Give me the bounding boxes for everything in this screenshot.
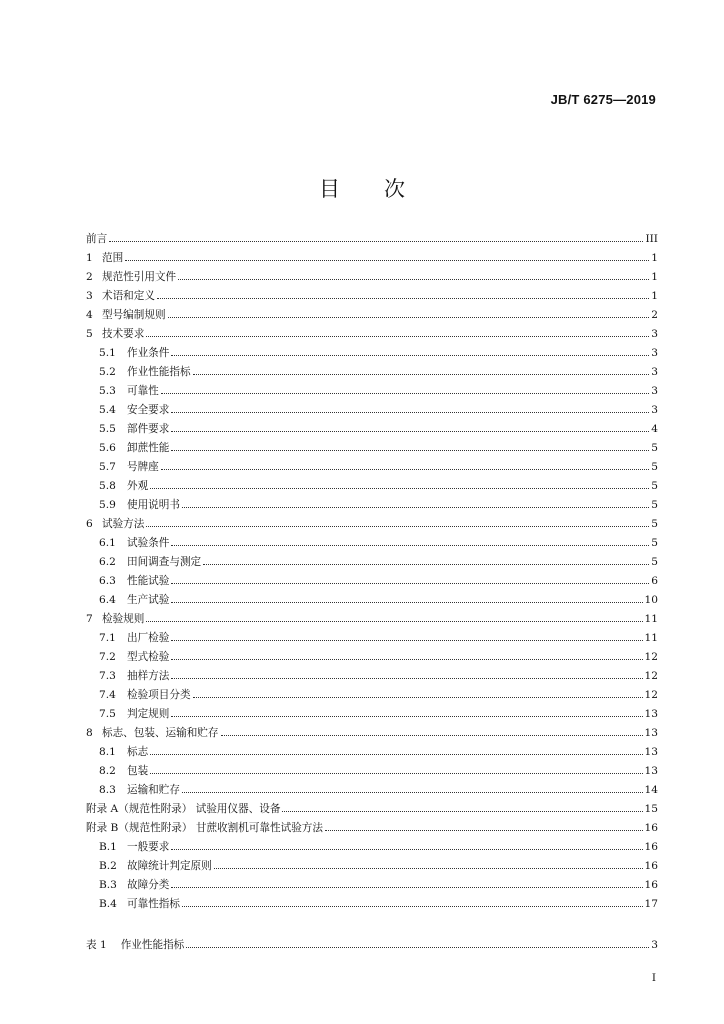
entry-title: 判定规则 — [127, 708, 170, 720]
toc-entry[interactable] — [86, 230, 658, 249]
entry-page: 16 — [644, 879, 658, 891]
toc-entry[interactable] — [86, 420, 658, 439]
entry-page: 5 — [651, 442, 658, 454]
entry-number: 8.3 — [99, 784, 116, 796]
entry-title: 作业性能指标 — [127, 366, 191, 378]
entry-page: 5 — [651, 499, 658, 511]
toc-entry[interactable] — [86, 610, 658, 629]
entry-title: 型号编制规则 — [102, 309, 166, 321]
entry-number: 8 — [86, 727, 93, 739]
dot-leader — [182, 506, 649, 508]
dot-leader — [182, 791, 643, 793]
entry-number: 6.4 — [99, 594, 116, 606]
entry-page: 5 — [651, 537, 658, 549]
entry-page: III — [645, 233, 658, 245]
entry-page: 4 — [651, 423, 658, 435]
entry-title: 生产试验 — [127, 594, 170, 606]
toc-entry[interactable] — [86, 667, 658, 686]
dot-leader — [150, 487, 649, 489]
entry-number: 表 1 — [86, 939, 107, 951]
dot-leader — [171, 715, 642, 717]
toc-title-part-1: 目 — [319, 177, 340, 201]
entry-number: 4 — [86, 309, 93, 321]
toc-entry[interactable] — [86, 553, 658, 572]
entry-number: 5.5 — [99, 423, 116, 435]
toc-entry[interactable] — [86, 591, 658, 610]
dot-leader — [146, 335, 649, 337]
toc-entry[interactable] — [86, 724, 658, 743]
dot-leader — [171, 886, 642, 888]
dot-leader — [203, 563, 649, 565]
entry-title: 抽样方法 — [127, 670, 170, 682]
toc-entry[interactable] — [86, 287, 658, 306]
dot-leader — [171, 639, 642, 641]
entry-page: 3 — [651, 404, 658, 416]
entry-title: 包装 — [127, 765, 149, 777]
toc-entry[interactable] — [86, 743, 658, 762]
entry-page: 3 — [651, 328, 658, 340]
toc-entry[interactable] — [86, 382, 658, 401]
dot-leader — [146, 620, 642, 622]
dot-leader — [168, 316, 650, 318]
entry-number: 5.6 — [99, 442, 116, 454]
dot-leader — [178, 278, 649, 280]
entry-title: 性能试验 — [127, 575, 170, 587]
entry-page: 1 — [651, 271, 658, 283]
toc-entry[interactable] — [86, 781, 658, 800]
dot-leader — [171, 411, 649, 413]
toc-entry[interactable] — [86, 306, 658, 325]
entry-title: 故障分类 — [127, 879, 170, 891]
entry-page: 5 — [651, 518, 658, 530]
entry-page: 3 — [651, 347, 658, 359]
toc-entry[interactable] — [86, 363, 658, 382]
dot-leader — [193, 696, 643, 698]
entry-title: 故障统计判定原则 — [127, 860, 212, 872]
entry-number: 7.5 — [99, 708, 116, 720]
toc-entry[interactable] — [86, 762, 658, 781]
toc-entry[interactable] — [86, 496, 658, 515]
entry-number: 7.3 — [99, 670, 116, 682]
toc-entry[interactable] — [86, 838, 658, 857]
entry-page: 3 — [651, 939, 658, 951]
dot-leader — [325, 829, 643, 831]
entry-page: 14 — [644, 784, 658, 796]
entry-number: 5.8 — [99, 480, 116, 492]
dot-leader — [150, 772, 642, 774]
entry-title: 使用说明书 — [127, 499, 180, 511]
entry-page: 11 — [644, 632, 658, 644]
entry-page: 3 — [651, 366, 658, 378]
entry-page: 12 — [644, 670, 658, 682]
entry-page: 6 — [651, 575, 658, 587]
entry-number: 8.1 — [99, 746, 116, 758]
entry-page: 17 — [644, 898, 658, 910]
toc-entry[interactable] — [86, 895, 658, 914]
entry-number: B.1 — [99, 841, 117, 853]
dot-leader — [171, 354, 649, 356]
document-code: JB/T 6275—2019 — [550, 92, 656, 107]
toc-entry[interactable] — [86, 686, 658, 705]
toc-entry[interactable] — [86, 325, 658, 344]
entry-title: 检验规则 — [102, 613, 145, 625]
entry-page: 11 — [644, 613, 658, 625]
entry-title: 标志、包装、运输和贮存 — [102, 727, 219, 739]
entry-title: 检验项目分类 — [127, 689, 191, 701]
entry-page: 16 — [644, 822, 658, 834]
toc-entry[interactable] — [86, 249, 658, 268]
dot-leader — [171, 430, 649, 432]
dot-leader — [282, 810, 642, 812]
toc-entry[interactable] — [86, 857, 658, 876]
dot-leader — [221, 734, 643, 736]
entry-title: 外观 — [127, 480, 149, 492]
entry-page: 13 — [644, 727, 658, 739]
toc-entry[interactable] — [86, 401, 658, 420]
dot-leader — [171, 677, 642, 679]
entry-page: 12 — [644, 689, 658, 701]
entry-number: 5.2 — [99, 366, 116, 378]
entry-number: 6 — [86, 518, 93, 530]
toc-list — [86, 230, 658, 914]
toc-entry[interactable] — [86, 876, 658, 895]
dot-leader — [146, 525, 649, 527]
entry-page: 1 — [651, 290, 658, 302]
dot-leader — [150, 753, 642, 755]
dot-leader — [171, 601, 642, 603]
entry-title: 可靠性 — [127, 385, 159, 397]
entry-page: 15 — [644, 803, 658, 815]
entry-title: 运输和贮存 — [127, 784, 180, 796]
entry-title: 出厂检验 — [127, 632, 170, 644]
toc-entry[interactable] — [86, 705, 658, 724]
dot-leader — [186, 946, 649, 948]
table-entry[interactable] — [86, 936, 658, 955]
dot-leader — [171, 544, 649, 546]
entry-title: 型式检验 — [127, 651, 170, 663]
entry-page: 10 — [644, 594, 658, 606]
dot-leader — [171, 582, 649, 584]
entry-number: B.4 — [99, 898, 117, 910]
dot-leader — [214, 867, 643, 869]
entry-page: 16 — [644, 841, 658, 853]
dot-leader — [171, 848, 642, 850]
entry-page: 12 — [644, 651, 658, 663]
entry-title: 规范性引用文件 — [102, 271, 177, 283]
toc-entry[interactable] — [86, 268, 658, 287]
entry-number: 6.3 — [99, 575, 116, 587]
entry-title: 附录 A（规范性附录） 试验用仪器、设备 — [86, 803, 281, 815]
entry-number: 7.4 — [99, 689, 116, 701]
entry-page: 5 — [651, 480, 658, 492]
entry-number: 3 — [86, 290, 93, 302]
entry-number: 5.3 — [99, 385, 116, 397]
toc-entry[interactable] — [86, 534, 658, 553]
toc-entry[interactable] — [86, 572, 658, 591]
dot-leader — [109, 240, 643, 242]
entry-page: 16 — [644, 860, 658, 872]
entry-title: 田间调查与测定 — [127, 556, 202, 568]
entry-number: 7.2 — [99, 651, 116, 663]
table-list — [86, 936, 658, 955]
entry-number: 5.1 — [99, 347, 116, 359]
entry-number: 5.4 — [99, 404, 116, 416]
entry-title: 术语和定义 — [102, 290, 155, 302]
entry-number: 8.2 — [99, 765, 116, 777]
entry-title: 作业性能指标 — [120, 939, 185, 951]
dot-leader — [182, 905, 643, 907]
entry-title: 试验方法 — [102, 518, 145, 530]
entry-number: B.2 — [99, 860, 117, 872]
entry-number: 2 — [86, 271, 93, 283]
entry-page: 5 — [651, 556, 658, 568]
entry-number: 5 — [86, 328, 93, 340]
toc-entry[interactable] — [86, 439, 658, 458]
entry-number: 7 — [86, 613, 93, 625]
entry-title: 卸蔗性能 — [127, 442, 170, 454]
entry-number: 1 — [86, 252, 93, 264]
toc-entry[interactable] — [86, 629, 658, 648]
entry-title: 可靠性指标 — [127, 898, 180, 910]
entry-number: 5.7 — [99, 461, 116, 473]
dot-leader — [161, 468, 649, 470]
entry-page: 13 — [644, 708, 658, 720]
entry-title: 部件要求 — [127, 423, 170, 435]
entry-page: 3 — [651, 385, 658, 397]
entry-number: 6.2 — [99, 556, 116, 568]
entry-title: 附录 B（规范性附录） 甘蔗收割机可靠性试验方法 — [86, 822, 323, 834]
dot-leader — [161, 392, 649, 394]
toc-title — [0, 173, 724, 203]
entry-title: 前言 — [86, 233, 108, 245]
dot-leader — [171, 449, 649, 451]
entry-title: 号牌座 — [127, 461, 159, 473]
dot-leader — [125, 259, 649, 261]
toc-title-part-2: 次 — [384, 177, 405, 201]
entry-title: 技术要求 — [102, 328, 145, 340]
dot-leader — [193, 373, 650, 375]
toc-entry[interactable] — [86, 800, 658, 819]
entry-title: 安全要求 — [127, 404, 170, 416]
toc-entry[interactable] — [86, 648, 658, 667]
entry-page: 13 — [644, 765, 658, 777]
entry-number: B.3 — [99, 879, 117, 891]
toc-entry[interactable] — [86, 458, 658, 477]
toc-entry[interactable] — [86, 477, 658, 496]
entry-page: 13 — [644, 746, 658, 758]
entry-number: 7.1 — [99, 632, 116, 644]
entry-page: 1 — [651, 252, 658, 264]
entry-title: 范围 — [102, 252, 124, 264]
entry-title: 作业条件 — [127, 347, 170, 359]
toc-entry[interactable] — [86, 819, 658, 838]
dot-leader — [157, 297, 649, 299]
entry-page: 2 — [651, 309, 658, 321]
entry-title: 试验条件 — [127, 537, 170, 549]
entry-number: 5.9 — [99, 499, 116, 511]
entry-number: 6.1 — [99, 537, 116, 549]
entry-title: 一般要求 — [127, 841, 170, 853]
page-number: I — [651, 972, 656, 984]
dot-leader — [171, 658, 642, 660]
entry-title: 标志 — [127, 746, 149, 758]
toc-entry[interactable] — [86, 344, 658, 363]
toc-entry[interactable] — [86, 515, 658, 534]
entry-page: 5 — [651, 461, 658, 473]
